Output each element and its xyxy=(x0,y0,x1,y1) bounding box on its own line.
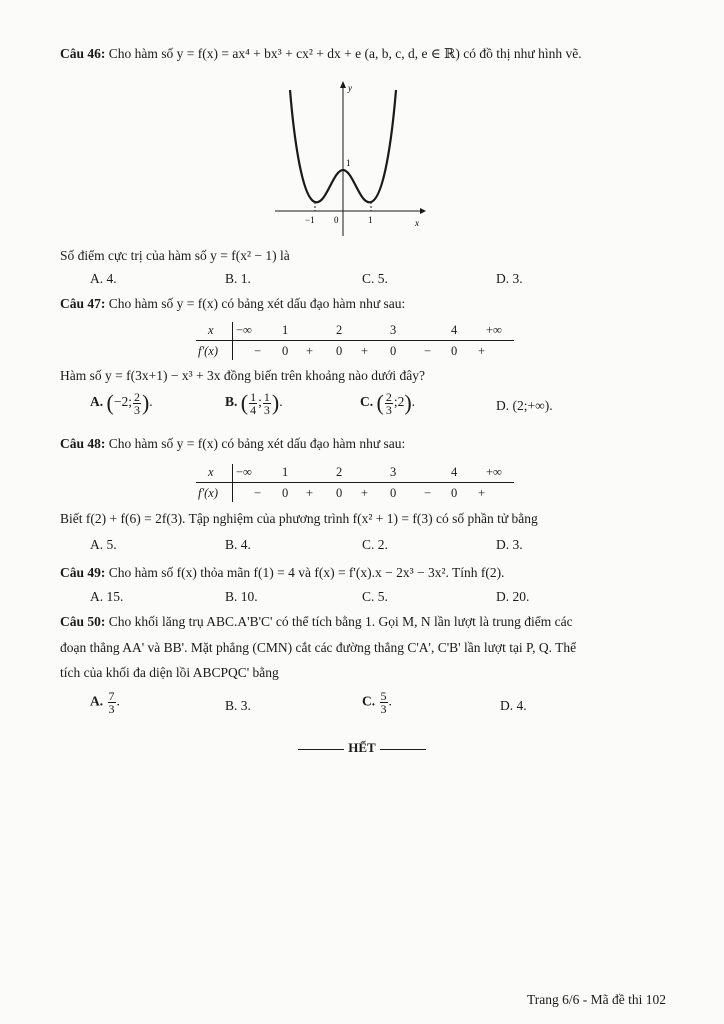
q47-a-post: . xyxy=(149,394,153,410)
q49-text: Cho hàm số f(x) thỏa mãn f(1) = 4 và f(x) = f'(x).x − 2x³ − 3x². Tính f(2). xyxy=(108,565,505,580)
q47-b-post: . xyxy=(279,394,283,410)
row1-2: 2 xyxy=(336,323,343,337)
row1-neg-inf: −∞ xyxy=(236,323,252,337)
q47-header xyxy=(60,296,405,312)
q49-option-b[interactable]: B. 10. xyxy=(225,589,258,604)
q47-a-pre: −2; xyxy=(113,394,132,410)
q46-option-a[interactable]: A. 4. xyxy=(90,271,117,286)
row2-sign-3: + xyxy=(361,486,369,500)
row1-pos-inf: +∞ xyxy=(486,323,502,337)
row2-sign-1: − xyxy=(254,486,262,500)
row2-zero-2: 0 xyxy=(336,486,343,500)
row2-zero-1: 0 xyxy=(282,486,289,500)
q47-a-label: A. xyxy=(90,394,104,410)
row2-zero-3: 0 xyxy=(390,486,397,500)
x-axis-arrow-icon xyxy=(420,208,426,214)
q47-text: Cho hàm số y = f(x) có bảng xét dấu đạo hàm như sau: xyxy=(108,296,406,311)
q49-option-a[interactable]: A. 15. xyxy=(90,589,124,604)
q47-b-sep: ; xyxy=(258,394,262,410)
q50-option-b[interactable]: B. 3. xyxy=(225,698,251,713)
q48-option-d[interactable]: D. 3. xyxy=(496,537,523,552)
row2-zero-4: 0 xyxy=(451,486,458,500)
q47-option-c[interactable]: C. ( $\frac{2}{3}$ ;2). xyxy=(360,389,416,417)
q50-text-1: Cho khối lăng trụ ABC.A'B'C' có thể tích bằng 1. Gọi M, N lần lượt là trung điểm các xyxy=(108,614,573,629)
row1-3: 3 xyxy=(390,323,397,337)
q49-header xyxy=(60,565,505,581)
row2-sign-3: + xyxy=(361,344,369,358)
q50-a-label: A. xyxy=(90,693,104,709)
row1-1: 1 xyxy=(282,323,289,337)
q50-option-c[interactable] xyxy=(362,690,392,715)
row1-1: 1 xyxy=(282,465,289,479)
row1-x: x xyxy=(208,465,214,479)
table-vline xyxy=(232,464,233,502)
row2-zero-3: 0 xyxy=(390,344,397,358)
q46-option-c[interactable]: C. 5. xyxy=(362,271,388,286)
end-dash-left xyxy=(298,749,344,750)
q46-option-b[interactable]: B. 1. xyxy=(225,271,251,286)
row2-sign-5: + xyxy=(478,344,486,358)
q47-b-label: B. xyxy=(225,394,238,410)
row1-neg-inf: −∞ xyxy=(236,465,252,479)
y-axis-arrow-icon xyxy=(340,81,346,88)
end-text: HẾT xyxy=(348,740,376,755)
q47-question: Hàm số y = f(3x+1) − x³ + 3x đồng biến trên khoảng nào dưới đây? xyxy=(60,368,426,383)
q48-text: Cho hàm số y = f(x) có bảng xét dấu đạo hàm như sau: xyxy=(108,436,406,451)
row2-sign-5: + xyxy=(478,486,486,500)
row2-sign-4: − xyxy=(424,344,432,358)
tick-origin: 0 xyxy=(334,215,339,225)
table-hline xyxy=(196,340,514,341)
tick-one: 1 xyxy=(368,215,373,225)
q47-label: Câu 47: xyxy=(60,296,106,311)
q50-c-post: . xyxy=(388,693,392,709)
q50-label: Câu 50: xyxy=(60,614,106,629)
q46-text: Cho hàm số y = f(x) = ax⁴ + bx³ + cx² + dx + e (a, b, c, d, e ∈ ℝ) có đồ thị như hình vẽ. xyxy=(108,46,582,61)
q47-c-post: ;2 xyxy=(393,394,405,410)
row1-x: x xyxy=(208,323,214,337)
q48-header xyxy=(60,436,405,452)
q48-option-b[interactable]: B. 4. xyxy=(225,537,251,552)
table-vline xyxy=(232,322,233,360)
q50-line3: tích của khối đa diện lồi ABCPQC' bằng xyxy=(60,665,279,680)
row2-label: f'(x) xyxy=(198,486,219,500)
q50-option-a[interactable] xyxy=(90,690,120,715)
q48-option-a[interactable]: A. 5. xyxy=(90,537,117,552)
q46-graph xyxy=(270,78,430,238)
q47-a-frac: $\frac{2}{3}$ xyxy=(133,389,140,417)
q50-c-frac: $\frac{5}{3}$ xyxy=(380,689,387,716)
row1-4: 4 xyxy=(451,465,458,479)
q47-option-d[interactable]: D. (2;+∞). xyxy=(496,398,553,413)
row2-sign-4: − xyxy=(424,486,432,500)
q50-a-post: . xyxy=(116,693,120,709)
q47-c-frac: $\frac{2}{3}$ xyxy=(385,389,392,417)
row2-label: f'(x) xyxy=(198,344,219,358)
table-hline xyxy=(196,482,514,483)
x-axis-label: x xyxy=(415,218,419,228)
q50-line1 xyxy=(60,614,573,630)
q47-option-b[interactable]: B. ( $\frac{1}{4}$ ; $\frac{1}{3}$ ). xyxy=(225,389,283,417)
end-dash-right xyxy=(380,749,426,750)
q47-option-a[interactable]: A. (−2; $\frac{2}{3}$ ). xyxy=(90,389,153,417)
q47-b-frac1: $\frac{1}{4}$ xyxy=(250,389,257,417)
page-footer: Trang 6/6 - Mã đề thi 102 xyxy=(527,992,666,1007)
q46-label: Câu 46: xyxy=(60,46,106,61)
row2-sign-2: + xyxy=(306,344,314,358)
q47-b-frac2: $\frac{1}{3}$ xyxy=(263,389,270,417)
y-axis-label: y xyxy=(348,83,352,93)
q46-header xyxy=(60,46,582,62)
q49-option-c[interactable]: C. 5. xyxy=(362,589,388,604)
row2-sign-2: + xyxy=(306,486,314,500)
q49-option-d[interactable]: D. 20. xyxy=(496,589,530,604)
row2-sign-1: − xyxy=(254,344,262,358)
q50-c-label: C. xyxy=(362,693,376,709)
end-marker xyxy=(0,740,724,756)
q50-option-d[interactable]: D. 4. xyxy=(500,698,527,713)
tick-neg-one: −1 xyxy=(305,215,315,225)
row1-3: 3 xyxy=(390,465,397,479)
q48-option-c[interactable]: C. 2. xyxy=(362,537,388,552)
q47-c-label: C. xyxy=(360,394,374,410)
row2-zero-1: 0 xyxy=(282,344,289,358)
q49-label: Câu 49: xyxy=(60,565,106,580)
row1-pos-inf: +∞ xyxy=(486,465,502,479)
q48-sign-table xyxy=(196,462,516,504)
q48-label: Câu 48: xyxy=(60,436,106,451)
q46-option-d[interactable]: D. 3. xyxy=(496,271,523,286)
row2-zero-4: 0 xyxy=(451,344,458,358)
row2-zero-2: 0 xyxy=(336,344,343,358)
q47-sign-table xyxy=(196,320,516,362)
row1-2: 2 xyxy=(336,465,343,479)
q50-a-frac: $\frac{7}{3}$ xyxy=(108,689,115,716)
q47-c-end: . xyxy=(411,394,416,410)
q46-question: Số điểm cực trị của hàm số y = f(x² − 1) là xyxy=(60,248,290,263)
row1-4: 4 xyxy=(451,323,458,337)
q50-line2: đoạn thẳng AA' và BB'. Mặt phẳng (CMN) cắt các đường thẳng C'A', C'B' lần lượt tại P, Q. Thể xyxy=(60,640,577,655)
q48-question: Biết f(2) + f(6) = 2f(3). Tập nghiệm của phương trình f(x² + 1) = f(3) có số phần tử bằng xyxy=(60,511,538,526)
peak-label: 1 xyxy=(346,158,351,168)
